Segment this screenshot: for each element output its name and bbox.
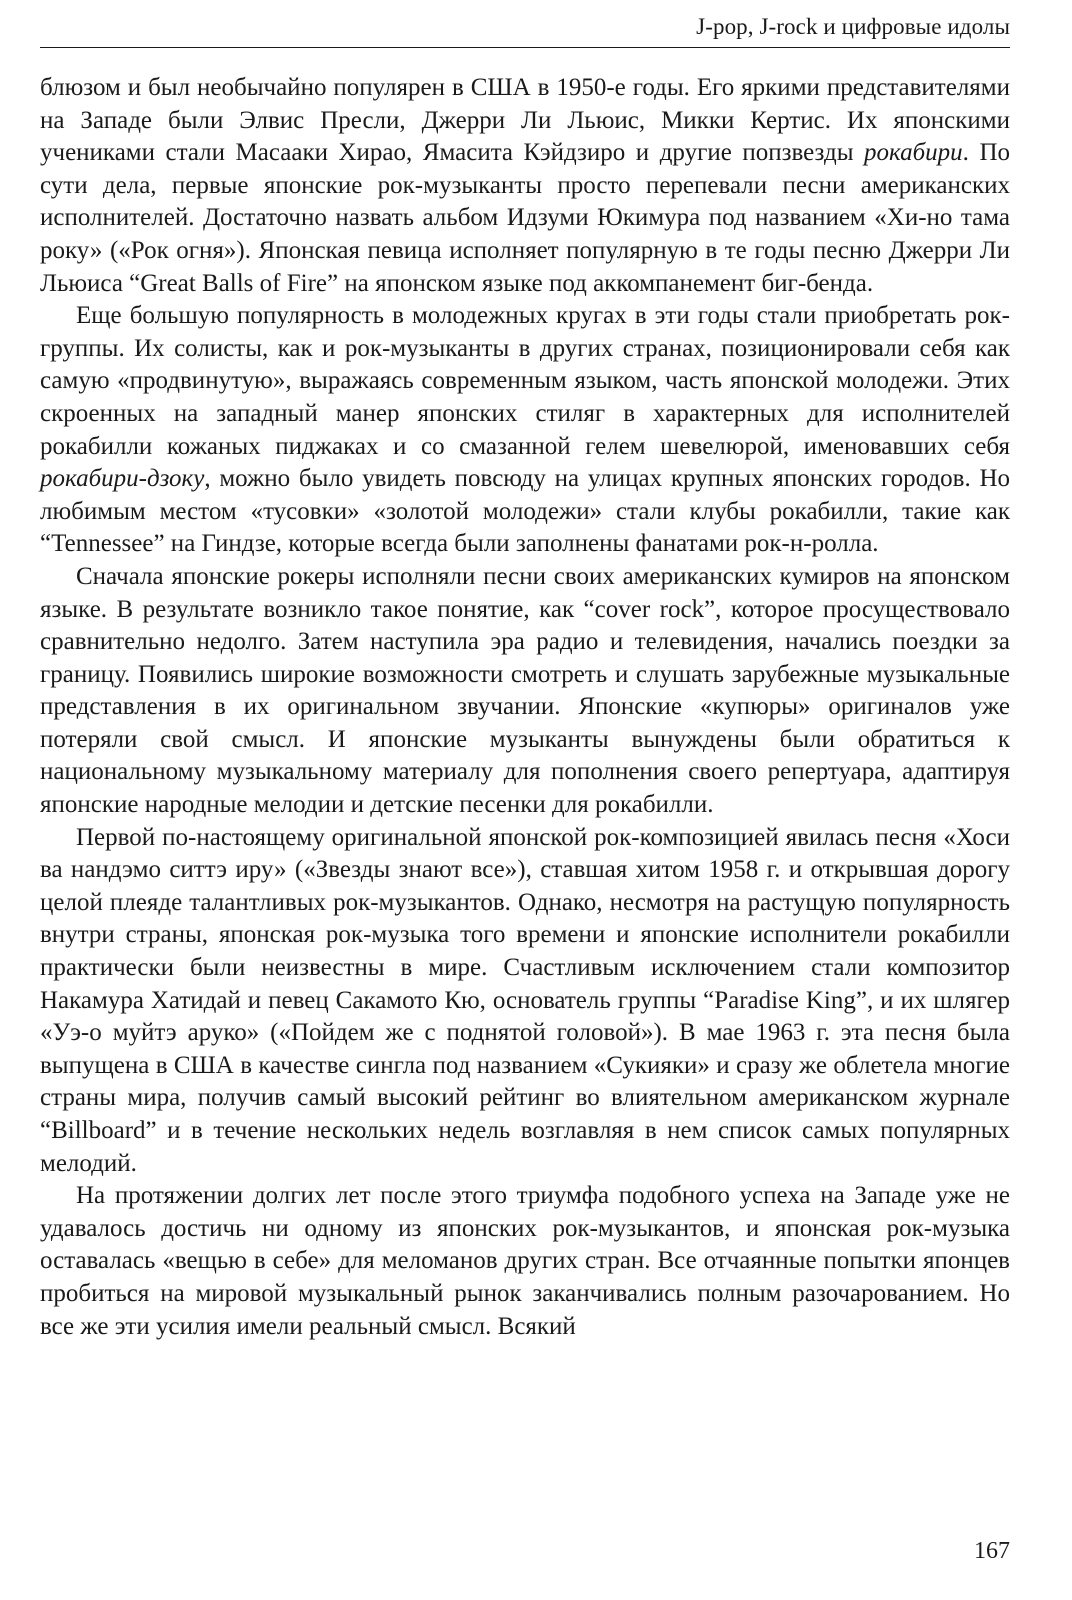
text-run: Сначала японские рокеры исполняли песни своих американских кумиров на японском языке. В результате возникло такое понятие, как “cover rock”, которое просуществовало сравнительно недолго. Затем наступила эра радио и телевидения, начались поездки за границу. Появились широкие возможности смотреть и слушать зарубежные музыкальные представления в их оригинальном звучании. Японские «купюры» оригиналов уже потеряли свой смысл. И японские музыканты вынуждены были обратиться к национальному музыкальному материалу для пополнения своего репертуара, адаптируя японские народные мелодии и детские песенки для рокабилли. <box>40 562 1010 819</box>
text-run: . По сути дела, первые японские рок-музыканты просто перепевали песни американских исполнителей. Достаточно назвать альбом Идзуми Юкимура под названием «Хи-но тама року» («Рок огня»). Японская певица исполняет популярную в те годы песню Джерри Ли Льюиса “Great Balls of Fire” на японском языке под аккомпанемент биг-бенда. <box>40 139 1010 297</box>
text-run: блюзом и был необычайно популярен в США в 1950-е годы. Его яркими представителями на Западе были Элвис Пресли, Джерри Ли Льюис, Микки Кертис. Их японскими учениками стали Масааки Хирао, Ямасита Кэйдзиро и другие попзвезды <box>40 74 1010 167</box>
paragraph <box>40 1180 1010 1343</box>
paragraph <box>40 72 1010 300</box>
italic-term: рокабири <box>864 139 963 167</box>
paragraph <box>40 300 1010 561</box>
paragraph <box>40 822 1010 1181</box>
paragraph <box>40 561 1010 822</box>
page-number: 167 <box>974 1538 1010 1564</box>
header-rule <box>40 47 1010 48</box>
text-run: , можно было увидеть повсюду на улицах крупных японских городов. Но любимым местом «тусовки» «золотой молодежи» стали клубы рокабилли, такие как “Tennessee” на Гиндзе, которые всегда были заполнены фанатами рок-н-ролла. <box>40 465 1010 558</box>
text-run: На протяжении долгих лет после этого триумфа подобного успеха на Западе уже не удавалось достичь ни одному из японских рок-музыкантов, и японская рок-музыка оставалась «вещью в себе» для меломанов других стран. Все отчаянные попытки японцев пробиться на мировой музыкальный рынок заканчивались полным разочарованием. Но все же эти усилия имели реальный смысл. Всякий <box>40 1182 1010 1340</box>
italic-term: рокабири-дзоку <box>40 465 205 493</box>
text-run: Первой по-настоящему оригинальной японской рок-композицией явилась песня «Хоси ва нандэмо ситтэ иру» («Звезды знают все»), ставшая хитом 1958 г. и открывшая дорогу целой плеяде талантливых рок-музыкантов. Однако, несмотря на растущую популярность внутри страны, японская рок-музыка того времени и японские исполнители рокабилли практически были неизвестны в мире. Счастливым исключением стали композитор Накамура Хатидай и певец Сакамото Кю, основатель группы “Paradise King”, и их шлягер «Уэ-о муйтэ аруко» («Пойдем же с поднятой головой»). В мае 1963 г. эта песня была выпущена в США в качестве сингла под названием «Сукияки» и сразу же облетела многие страны мира, получив самый высокий рейтинг во влиятельном американском журнале “Billboard” и в течение нескольких недель возглавляя в нем список самых популярных мелодий. <box>40 823 1010 1177</box>
text-run: Еще большую популярность в молодежных кругах в эти годы стали приобретать рок-группы. Их солисты, как и рок-музыканты в других странах, позиционировали себя как самую «продвинутую», выражаясь современным языком, часть японской молодежи. Этих скроенных на западный манер японских стиляг в характерных для исполнителей рокабилли кожаных пиджаках и со смазанной гелем шевелюрой, именовавших себя <box>40 302 1010 460</box>
book-page <box>40 0 1010 1600</box>
running-header-title: J-pop, J-rock и цифровые идолы <box>696 14 1010 39</box>
body-text <box>40 72 1010 1343</box>
